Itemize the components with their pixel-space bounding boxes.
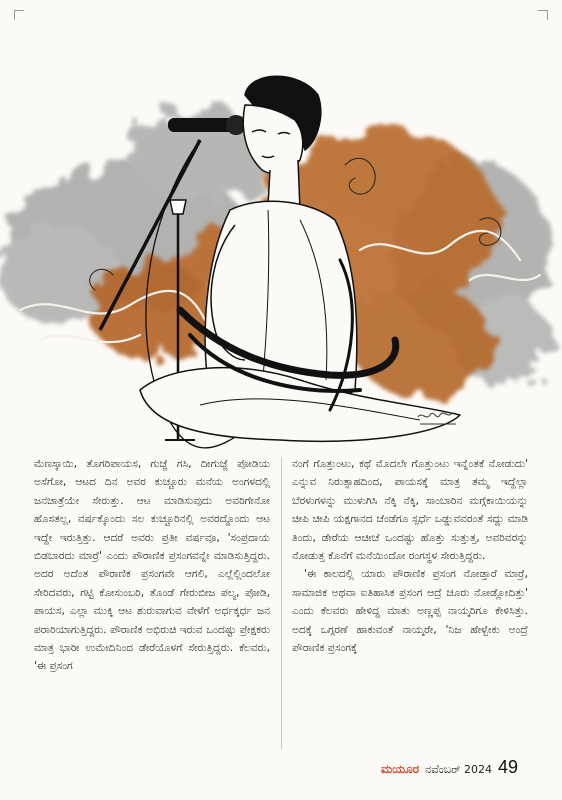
left-column (34, 455, 270, 755)
crop-mark-top-right (538, 10, 548, 20)
right-paragraph-2: 'ಈ ಕಾಲದಲ್ಲಿ ಯಾರು ಪೌರಾಣಿಕ ಪ್ರಸಂಗ ನೋಡ್ತಾರೆ ಮಾರ್ರೆ, ಸಾಮಾಜಿಕ ಅಥವಾ ಐತಿಹಾಸಿಕ ಪ್ರಸಂಗ ಆದ್ರೆ ಚೂರು ನೋಡ್ಲೋದಿತ್ತು' ಎಂದು ಕೆಲವರು ಹೇಳಿದ್ದ ಮಾತು ಅಣ್ಣಪ್ಪ ನಾಯ್ಕರಿಗೂ ಕೇಳಿಸಿತ್ತು. ಅದಕ್ಕೆ ಒಗ್ಗರಣೆ ಹಾಕುವಂತೆ ನಾಯ್ಕರೇ, 'ನಿಜ ಹೇಳ್ಬೇಕು ಅಂದ್ರೆ ಪೌರಾಣಿಕ ಪ್ರಸಂಗಕ್ಕೆ (292, 568, 528, 655)
issue-month-year: ನವೆಂಬರ್ 2024 (425, 763, 492, 776)
singer-at-microphone-illustration (0, 60, 562, 455)
crop-mark-top-left (14, 10, 24, 20)
magazine-brand: ಮಯೂರ (380, 762, 420, 776)
microphone (168, 115, 246, 135)
right-column (292, 455, 528, 755)
article-body (34, 455, 528, 755)
page-number: 49 (497, 757, 518, 777)
left-paragraph-1: ಮೆಣಸ್ಕಾಯಿ, ತೊಗರಿಪಾಯಸ, ಗುಜ್ಜೆ ಗಸಿ, ದೀಗುಜ್ಜೆ ಪೋಡಿಯ ಅಸೆಗೋ, ಆಟದ ದಿನ ಅವರ ಕುಚ್ಚೂರು ಮನೆಯ ಅಂಗಳದಲ್ಲಿ ಜನಜಾತ್ರೆಯೇ ಸೇರುತ್ತು. ಆಟ ಮಾಡಿಸುವುದು ಅವರಿಗೇನೋ ಹೊಸತಲ್ಲ, ವರ್ಷಕ್ಕೊಂದು ಸಲ ಕುಚ್ಚೂರಿನಲ್ಲಿ ಅವರದ್ದೊಂದು ಆಟ ಇದ್ದೇ ಇರುತ್ತಿತ್ತು. ಆದರೆ ಅವರು ಪ್ರತೀ ವರ್ಷವೂ, 'ಸಂಪ್ರದಾಯ ಬಿಡಬಾರದು ಮಾರ್ರೆ' ಎಂದು ಪೌರಾಣಿಕ ಪ್ರಸಂಗವನ್ನೇ ಮಾಡಿಸುತ್ತಿದ್ದರು. ಅದರ ಅದೆಂತ ಪೌರಾಣಿಕ ಪ್ರಸಂಗವೇ ಆಗಲಿ, ಎಲ್ಲೆಲ್ಲಿಂದಲೋ ಸೇರಿದವರು, ಗಟ್ಟಿ ಕೋಸುಂಬರಿ, ತೊಂಡೆ ಗೇರುಬೀಜ ಪಲ್ಯ, ಪೋಡಿ, ಪಾಯಸ, ಎಲ್ಲಾ ಮುಕ್ಕಿ ಆಟ ಶುರುವಾಗುವ ವೇಳೆಗೆ ಅರ್ಧಕ್ಕರ್ಧ ಜನ ಪರಾರಿಯಾಗುತ್ತಿದ್ದರು. ಪೌರಾಣಿಕ ಅಭಿರುಚಿ ಇರುವ ಒಂದಷ್ಟು ಪ್ರೇಕ್ಷಕರು ಮಾತ್ರ ಭಾರೀ ಉಮೇದಿನಿಂದ ಡೇರೆಯೊಳಗೆ ಸೇರುತ್ತಿದ್ದರು. ಕೆಲವರು, 'ಈ ಪ್ರಸಂಗ (34, 458, 270, 673)
column-divider (281, 457, 282, 749)
page-footer (381, 757, 518, 778)
right-paragraph-1: ನಂಗೆ ಗೊತ್ತುಂಟು, ಕಥೆ ಮೊದಲೇ ಗೊತ್ತುಂಟು ಇನ್ನೆಂತಕೆ ನೋಡುದು' ಎನ್ನುವ ನಿರುತ್ಸಾಹದಿಂದ, ಪಾಯಸಕ್ಕೆ ಮಾತ್ರ ತಮ್ಮ ಇದ್ದೆಲ್ಲಾ ಬೆರಳುಗಳನ್ನು ಮುಳುಗಿಸಿ ನೆಕ್ಕಿ ನೆಕ್ಕಿ, ಸಾಂಬಾರಿನ ಮಗ್ಗೆಕಾಯಿಯನ್ನು ಚೀಪಿ ಚೀಪಿ ಯಕ್ಷಗಾನದ ಚೆಂಡೆಗೂ ಸ್ಪರ್ಧೆ ಒಡ್ಡುವವರಂತೆ ಸದ್ದು ಮಾಡಿ ತಿಂದು, ಡೇರೆಯ ಆಚೀಚೆ ಒಂದಷ್ಟು ಹೊತ್ತು ಸುತ್ತುತ್ತ, ಅವರಿವರನ್ನು ನೋಡುತ್ತ ಕೊನೆಗೆ ಮನೆಯಿಂದೋ ರಂಗಸ್ಥಳ ಸೇರುತ್ತಿದ್ದರು. (292, 458, 528, 563)
